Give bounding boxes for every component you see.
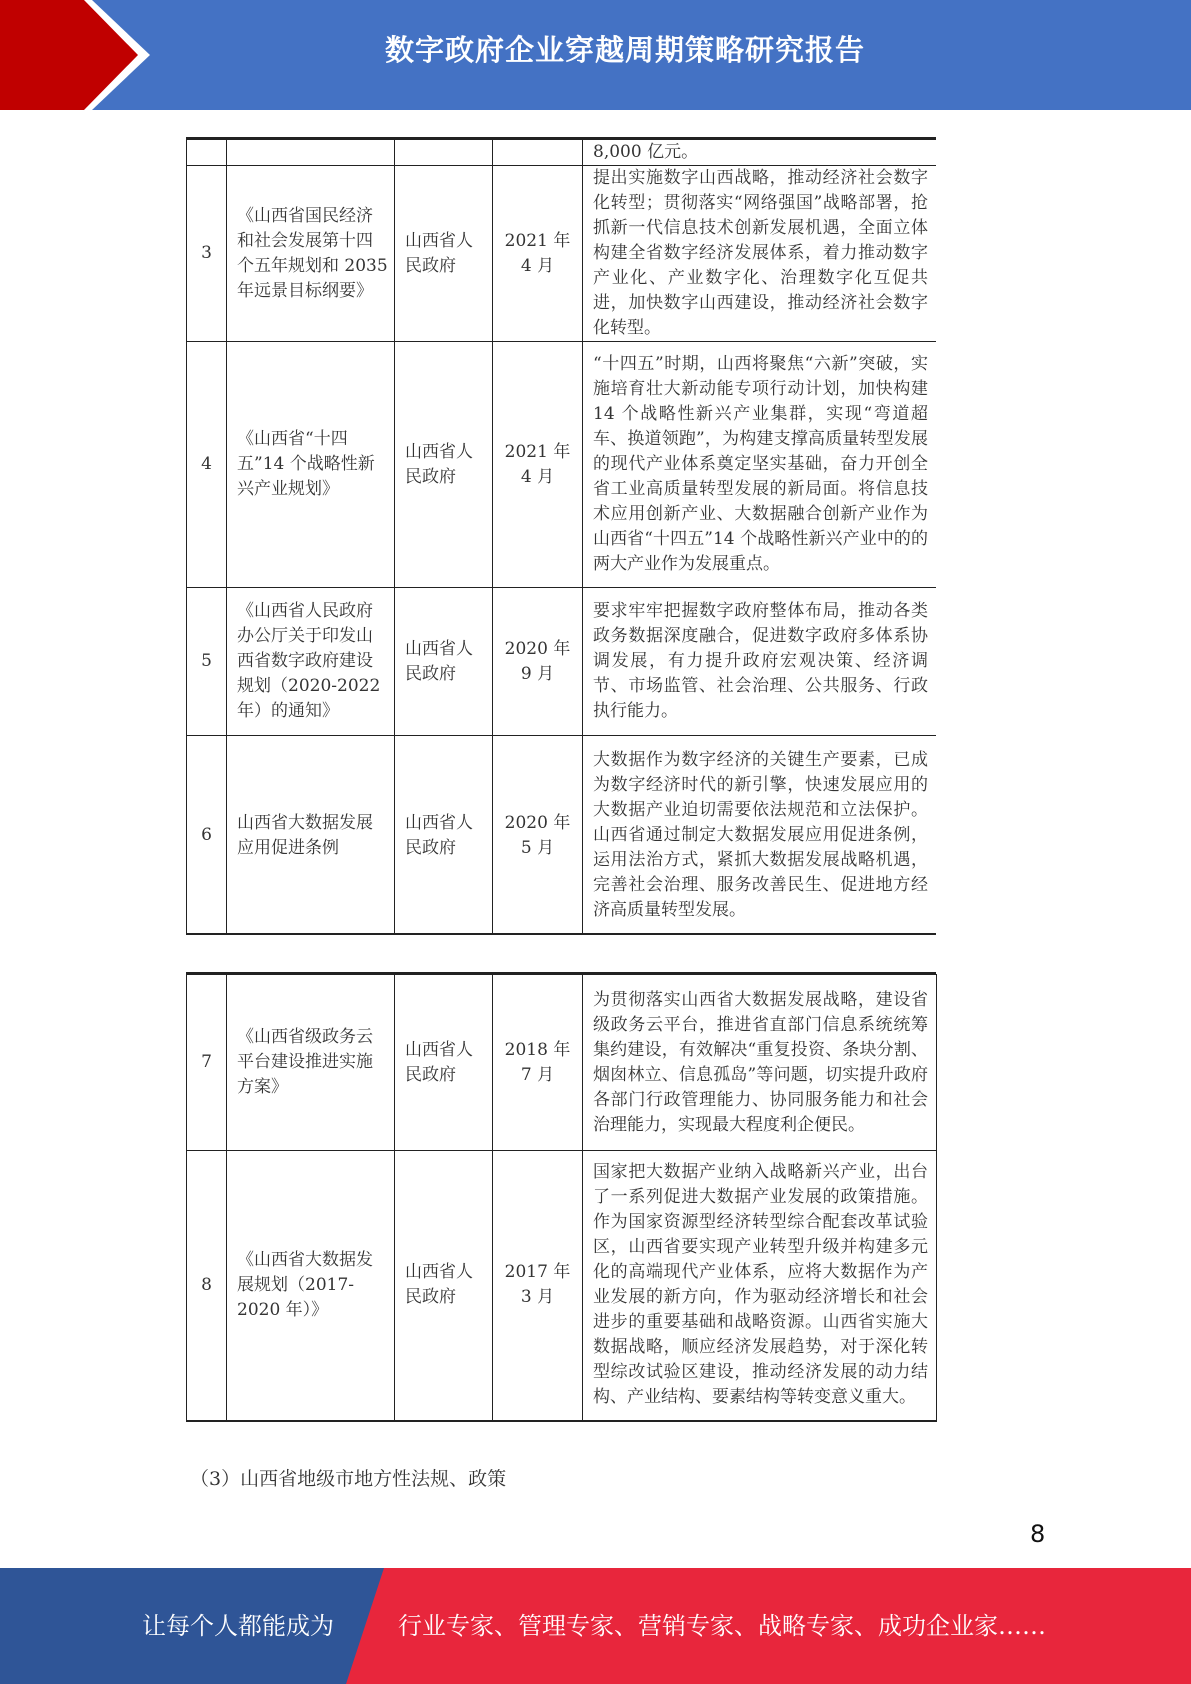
policy-content: 国家把大数据产业纳入战略新兴产业，出台了一系列促进大数据产业发展的政策措施。作为国家资源型经济转型综合配套改革试验区，山西省要实现产业转型升级并构建多元化的高端现代产业体系，应将大数据作为产业发展的新方向，作为驱动经济增长和社会进步的重要基础和战略资源。山西省实施大数据战略，顺应经济发展趋势，对于深化转型综改试验区建设，推动经济发展的动力结构、产业结构、要素结构等转变意义重大。 <box>583 1151 937 1421</box>
policy-content: “十四五”时期，山西将聚焦“六新”突破，实施培育壮大新动能专项行动计划，加快构建 14 个战略性新兴产业集群，实现“弯道超车、换道领跑”，为构建支撑高质量转型发展的现代产业体系奠定坚实基础，奋力开创全省工业高质量转型发展的新局面。将信息技术应用创新产业、大数据融合创新产业作为山西省“十四五”14 个战略性新兴产业中的的两大产业作为发展重点。 <box>583 342 937 588</box>
issue-date <box>493 140 583 166</box>
table-row <box>187 736 937 936</box>
policy-table-part-2 <box>186 972 936 1422</box>
issue-date: 2018 年 7 月 <box>493 975 583 1151</box>
footer-slogan-right: 行业专家、管理专家、营销专家、战略专家、成功企业家…… <box>398 1612 1046 1640</box>
issue-date: 2020 年 9 月 <box>493 588 583 736</box>
policy-content: 大数据作为数字经济的关键生产要素，已成为数字经济时代的新引擎，快速发展应用的大数据产业迫切需要依法规范和立法保护。山西省通过制定大数据发展应用促进条例，运用法治方式，紧抓大数据发展战略机遇，完善社会治理、服务改善民生、促进地方经济高质量转型发展。 <box>583 736 937 936</box>
policy-content: 提出实施数字山西战略，推动经济社会数字化转型；贯彻落实“网络强国”战略部署，抢抓新一代信息技术创新发展机遇，全面立体构建全省数字经济发展体系，着力推动数字产业化、产业数字化、治理数字化互促共进，加快数字山西建设，推动经济社会数字化转型。 <box>583 166 937 342</box>
section-heading: （3）山西省地级市地方性法规、政策 <box>190 1468 507 1490</box>
policy-name: 《山西省人民政府办公厅关于印发山西省数字政府建设规划（2020-2022 年）的通知》 <box>227 588 395 736</box>
issuing-department: 山西省人民政府 <box>395 975 493 1151</box>
table-row <box>187 975 937 1151</box>
issue-date: 2020 年 5 月 <box>493 736 583 936</box>
page-footer <box>0 1568 1191 1684</box>
policy-name: 《山西省“十四五”14 个战略性新兴产业规划》 <box>227 342 395 588</box>
issue-date: 2017 年 3 月 <box>493 1151 583 1421</box>
policy-name: 《山西省国民经济和社会发展第十四个五年规划和 2035 年远景目标纲要》 <box>227 166 395 342</box>
policy-table <box>186 139 936 935</box>
table-row <box>187 342 937 588</box>
issuing-department: 山西省人民政府 <box>395 736 493 936</box>
row-number: 4 <box>187 342 227 588</box>
policy-content: 8,000 亿元。 <box>583 140 937 166</box>
issuing-department: 山西省人民政府 <box>395 588 493 736</box>
report-title: 数字政府企业穿越周期策略研究报告 <box>384 33 865 67</box>
policy-name: 《山西省级政务云平台建设推进实施方案》 <box>227 975 395 1151</box>
row-number: 8 <box>187 1151 227 1421</box>
policy-table-part-1 <box>186 137 936 935</box>
issue-date: 2021 年 4 月 <box>493 166 583 342</box>
issuing-department: 山西省人民政府 <box>395 166 493 342</box>
page-header <box>0 0 1191 110</box>
row-number <box>187 140 227 166</box>
table-row <box>187 166 937 342</box>
row-number: 7 <box>187 975 227 1151</box>
policy-name: 《山西省大数据发展规划（2017-2020 年）》 <box>227 1151 395 1421</box>
policy-name <box>227 140 395 166</box>
table-row <box>187 588 937 736</box>
issuing-department: 山西省人民政府 <box>395 1151 493 1421</box>
issue-date: 2021 年 4 月 <box>493 342 583 588</box>
policy-content: 为贯彻落实山西省大数据发展战略，建设省级政务云平台，推进省直部门信息系统统筹集约建设，有效解决“重复投资、条块分割、烟囱林立、信息孤岛”等问题，切实提升政府各部门行政管理能力、协同服务能力和社会治理能力，实现最大程度利企便民。 <box>583 975 937 1151</box>
table-row <box>187 140 937 166</box>
row-number: 6 <box>187 736 227 936</box>
page-number: 8 <box>1030 1520 1046 1548</box>
policy-name: 山西省大数据发展应用促进条例 <box>227 736 395 936</box>
row-number: 3 <box>187 166 227 342</box>
issuing-department: 山西省人民政府 <box>395 342 493 588</box>
issuing-department <box>395 140 493 166</box>
table-row <box>187 1151 937 1421</box>
policy-content: 要求牢牢把握数字政府整体布局，推动各类政务数据深度融合，促进数字政府多体系协调发展，有力提升政府宏观决策、经济调节、市场监管、社会治理、公共服务、行政执行能力。 <box>583 588 937 736</box>
footer-slogan-left: 让每个人都能成为 <box>142 1612 334 1640</box>
row-number: 5 <box>187 588 227 736</box>
header-red-arrow-icon <box>0 0 150 110</box>
policy-table <box>186 974 937 1422</box>
